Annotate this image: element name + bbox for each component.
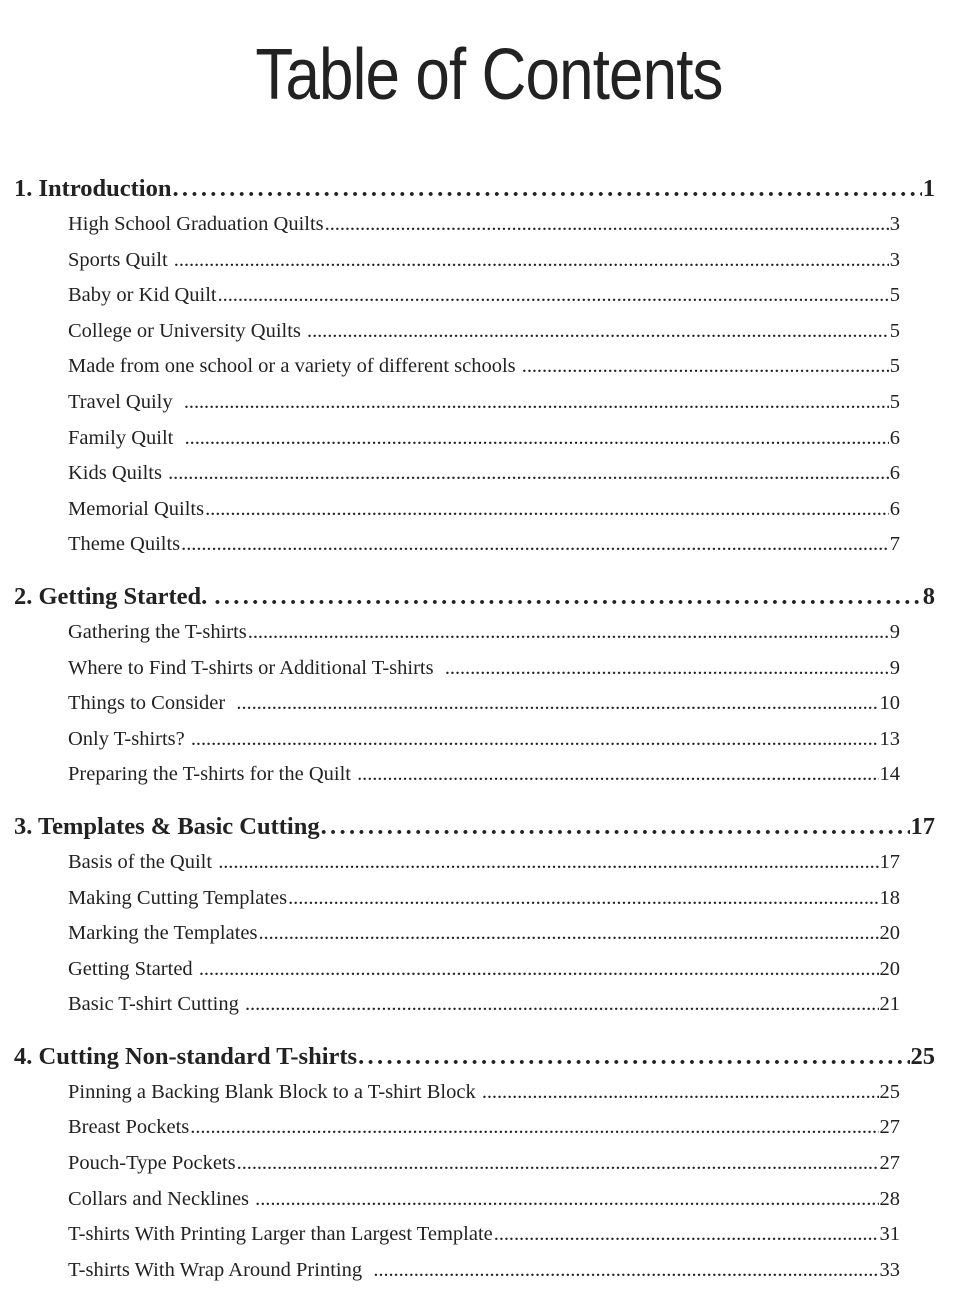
page-number: 31	[879, 1223, 900, 1246]
page-number: 5	[889, 390, 900, 413]
section-title: Only T-shirts?	[68, 727, 190, 750]
page-number: 6	[889, 497, 900, 520]
section-title: Memorial Quilts	[68, 497, 205, 520]
page-number: 13	[879, 727, 900, 750]
dot-leader	[373, 1253, 878, 1289]
section-entry	[68, 952, 900, 988]
chapter-entry	[14, 172, 935, 206]
section-entry	[68, 686, 900, 722]
dot-leader	[258, 916, 878, 952]
section-entry	[68, 527, 900, 563]
section-title: Pinning a Backing Blank Block to a T-shirt Block	[68, 1080, 481, 1103]
section-title: Travel Quily	[68, 390, 183, 413]
dot-leader	[445, 651, 889, 687]
section-title: Baby or Kid Quilt	[68, 284, 217, 307]
table-of-contents	[0, 172, 978, 1305]
section-entry	[68, 278, 900, 314]
dot-leader	[191, 722, 879, 758]
dot-leader	[358, 1040, 909, 1074]
section-entry	[68, 492, 900, 528]
dot-leader	[245, 987, 879, 1023]
section-entry	[68, 987, 900, 1023]
page-number: 7	[889, 533, 900, 556]
chapter-1	[0, 172, 978, 563]
section-entry	[68, 314, 900, 350]
page-number: 6	[889, 462, 900, 485]
page-number: 10	[879, 692, 900, 715]
section-title: Gathering the T-shirts	[68, 620, 247, 643]
section-entry	[68, 243, 900, 279]
dot-leader	[205, 492, 889, 528]
dot-leader	[494, 1217, 879, 1253]
dot-leader	[248, 615, 889, 651]
section-title: Collars and Necklines	[68, 1187, 255, 1210]
dot-leader	[357, 757, 878, 793]
page-number: 14	[879, 763, 900, 786]
page-number: 18	[879, 886, 900, 909]
section-title: Preparing the T-shirts for the Quilt	[68, 763, 357, 786]
chapter-title: 4. Cutting Non-standard T-shirts	[14, 1042, 358, 1070]
chapter-entry	[14, 810, 935, 844]
section-entry	[68, 881, 900, 917]
page-number: 20	[879, 957, 900, 980]
section-entry	[68, 207, 900, 243]
page-number: 3	[889, 213, 900, 235]
dot-leader	[172, 172, 921, 206]
dot-leader	[214, 580, 921, 614]
page-number: 5	[889, 284, 900, 307]
page-title: Table of Contents	[255, 35, 723, 115]
dot-leader	[168, 456, 889, 492]
section-entry	[68, 421, 900, 457]
section-title: Where to Find T-shirts or Additional T-shirts	[68, 656, 444, 679]
section-entry	[68, 757, 900, 793]
page-number: 5	[889, 319, 900, 342]
chapter-title: 2. Getting Started.	[14, 582, 214, 610]
page-number: 8	[922, 582, 935, 610]
dot-leader	[237, 1146, 879, 1182]
section-title: High School Graduation Quilts	[68, 213, 324, 235]
page-number: 20	[879, 922, 900, 945]
section-entry	[68, 615, 900, 651]
page-number: 3	[889, 248, 900, 271]
section-entry	[68, 1217, 900, 1253]
chapter-entry	[14, 1040, 935, 1074]
chapter-2	[0, 580, 978, 793]
dot-leader	[325, 207, 889, 243]
page-number: 6	[889, 426, 900, 449]
section-entry	[68, 1253, 900, 1289]
section-title: College or University Quilts	[68, 319, 307, 342]
page-number: 9	[889, 620, 900, 643]
dot-leader	[174, 243, 889, 279]
section-title: T-shirts With Wrap Around Printing	[68, 1258, 373, 1281]
page-number: 17	[910, 812, 935, 840]
dot-leader	[236, 686, 878, 722]
chapter-title: 1. Introduction	[14, 175, 172, 202]
dot-leader	[522, 349, 889, 385]
section-title: T-shirts With Printing Larger than Largest Template	[68, 1223, 493, 1246]
dot-leader	[307, 314, 889, 350]
section-entry	[68, 845, 900, 881]
page-number: 9	[889, 656, 900, 679]
dot-leader	[184, 385, 889, 421]
chapter-entry	[14, 580, 935, 614]
page-number: 17	[879, 850, 900, 873]
page-number: 27	[879, 1152, 900, 1175]
dot-leader	[181, 527, 889, 563]
section-entry	[68, 1146, 900, 1182]
dot-leader	[185, 421, 889, 457]
section-title: Marking the Templates	[68, 922, 258, 945]
section-title: Pouch-Type Pockets	[68, 1152, 236, 1175]
dot-leader	[190, 1110, 878, 1146]
page-number: 1	[922, 175, 935, 202]
section-entry	[68, 1075, 900, 1111]
section-title: Theme Quilts	[68, 533, 181, 556]
section-entry	[68, 916, 900, 952]
section-entry	[68, 1110, 900, 1146]
section-title: Kids Quilts	[68, 462, 168, 485]
section-title: Getting Started	[68, 957, 198, 980]
section-title: Basis of the Quilt	[68, 850, 218, 873]
dot-leader	[199, 952, 879, 988]
section-entry	[68, 349, 900, 385]
section-entry	[68, 651, 900, 687]
page-number: 28	[879, 1187, 900, 1210]
page-number: 25	[879, 1080, 900, 1103]
dot-leader	[288, 881, 878, 917]
section-title: Making Cutting Templates	[68, 886, 288, 909]
section-entry	[68, 385, 900, 421]
chapter-4	[0, 1040, 978, 1289]
section-title: Family Quilt	[68, 426, 184, 449]
section-title: Basic T-shirt Cutting	[68, 993, 244, 1016]
section-title: Made from one school or a variety of different schools	[68, 355, 521, 378]
section-title: Breast Pockets	[68, 1116, 190, 1139]
section-title: Things to Consider	[68, 692, 236, 715]
dot-leader	[321, 810, 910, 844]
dot-leader	[218, 845, 878, 881]
dot-leader	[218, 278, 889, 314]
section-entry	[68, 456, 900, 492]
page-number: 27	[879, 1116, 900, 1139]
chapter-title: 3. Templates & Basic Cutting	[14, 812, 320, 840]
page-number: 5	[889, 355, 900, 378]
section-entry	[68, 1182, 900, 1218]
page-number: 25	[910, 1042, 935, 1070]
page-number: 33	[879, 1258, 900, 1281]
dot-leader	[255, 1182, 878, 1218]
dot-leader	[482, 1075, 879, 1111]
page-number: 21	[879, 993, 900, 1016]
chapter-3	[0, 810, 978, 1023]
section-entry	[68, 722, 900, 758]
section-title: Sports Quilt	[68, 248, 173, 271]
